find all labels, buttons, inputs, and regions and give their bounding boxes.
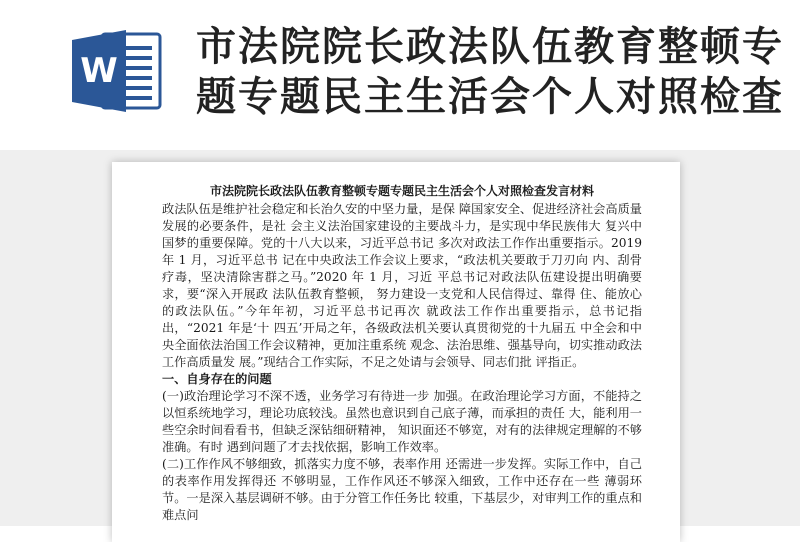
header	[0, 0, 800, 150]
paragraph-issue-2: (二)工作作风不够细致，抓落实力度不够，表率作用 还需进一步发挥。实际工作中，自己的表率作用发挥得还 不够明显，工作作风还不够深入细致，工作中还存在一些 薄弱环节。一是深入基层调研不够。由于分管工作任务比 较重，下基层少，对审判工作的重点和难点问	[162, 457, 642, 522]
page-title	[196, 22, 786, 122]
paragraph-intro: 政法队伍是维护社会稳定和长治久安的中坚力量，是保 障国家安全、促进经济社会高质量发展的必要条件，是社 会主义法治国家建设的主要战斗力，是实现中华民族伟大 复兴中国梦的重要保障。党的十八大以来，习近平总书记 多次对政法工作作出重要指示。2019 年 1 月，习近平总书 记在中央政法工作会议上要求，“政法机关要敢于刀刃向 内、刮骨疗毒，坚决清除害群之马。”2020 年 1 月，习近 平总书记对政法队伍建设提出明确要求，要“深入开展政 法队伍教育整顿， 努力建设一支党和人民信得过、靠得 住、能放心的政法队伍。”今年年初，习近平总书记再次 就政法工作作出重要指示，总书记指出，“2021 年是‘十 四五’开局之年，各级政法机关要认真贯彻党的十九届五 中全会和中央全面依法治国工作会议精神，更加注重系统 观念、法治思维、强基导向，切实推动政法工作高质量发 展。”现结合工作实际，不足之处请与会领导、同志们批 评指正。	[162, 202, 642, 369]
page-title-line-1: 市法院院长政法队伍教育整顿专	[196, 24, 784, 70]
paragraph-issue-1: (一)政治理论学习不深不透，业务学习有待进一步 加强。在政治理论学习方面，不能持之以恒系统地学习，理论功底较浅。虽然也意识到自己底子薄，而承担的责任 大，能利用一些空余时间看看书，但缺乏深钻细研精神， 知识面还不够宽，对有的法律规定理解的不够准确。有时 遇到问题了才去找依据，影响工作效率。	[162, 389, 642, 454]
word-icon	[72, 30, 162, 112]
document-page[interactable]	[112, 162, 680, 542]
section-heading: 一、自身存在的问题	[162, 372, 272, 386]
word-document-icon	[72, 30, 162, 112]
word-icon-letter: W	[80, 51, 118, 91]
document-content	[162, 182, 642, 524]
document-viewer[interactable]	[0, 150, 800, 526]
page-title-line-2: 题专题民主生活会个人对照检查	[196, 74, 784, 120]
document-title: 市法院院长政法队伍教育整顿专题专题民主生活会个人对照检查发言材料	[209, 184, 594, 198]
